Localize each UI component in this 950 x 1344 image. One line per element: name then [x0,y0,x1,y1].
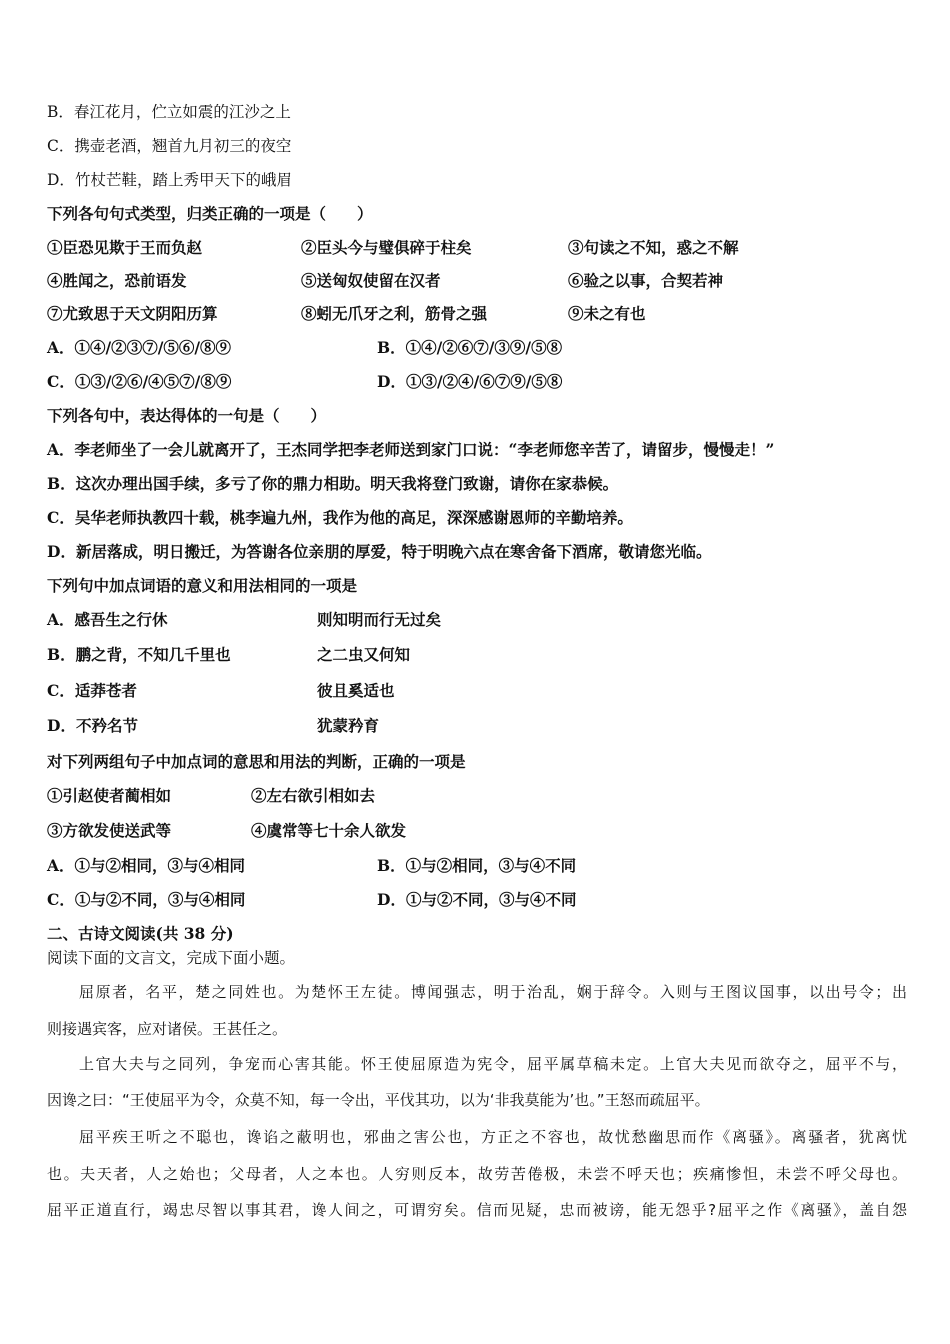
q1-item: ①臣恐见欺于王而负赵 [47,238,203,257]
option-label: D． [47,171,75,189]
q1-item: ⑤送匈奴使留在汉者 [301,271,441,290]
q1-item: ④胜闻之，恐前语发 [47,271,187,290]
q1-option-d: D．①③/②④/⑥⑦⑨/⑤⑧ [377,372,563,391]
q1-item: ⑨未之有也 [568,304,646,323]
q1-option-b: B．①④/②⑥⑦/③⑨/⑤⑧ [377,338,563,357]
q4-option-b: B．①与②相同，③与④不同 [377,856,577,875]
section-title: 二、古诗文阅读(共 38 分) [47,924,234,943]
q2-option-b: B．这次办理出国手续，多亏了你的鼎力相助。明天我将登门致谢，请你在家恭候。 [47,474,619,493]
q3-pair [47,716,907,736]
q3-right: 则知明而行无过矣 [317,610,442,629]
q4-option-c: C．①与②不同，③与④相同 [47,890,246,909]
q3-left: D．不矜名节 [47,716,138,735]
passage-line: 屈平疾王听之不聪也，谗谄之蔽明也，邪曲之害公也，方正之不容也，故忧愁幽思而作《离骚》。离骚者，犹离忧 [79,1128,907,1146]
q4-option-row [47,856,907,876]
q3-right: 彼且奚适也 [317,681,395,700]
passage-line: 则接遇宾客，应对诸侯。王甚任之。 [47,1020,288,1038]
q3-pair [47,610,907,630]
q1-item-row [47,271,907,291]
q1-item: ⑥验之以事，合契若神 [568,271,724,290]
q4-option-row [47,890,907,910]
option-label: B． [47,103,74,121]
q2-option-d: D．新居落成，明日搬迁，为答谢各位亲朋的厚爱，特于明晚六点在寒舍备下酒席，敬请您光临。 [47,542,712,561]
option-b-top [47,102,291,122]
q1-option-row [47,372,907,392]
q1-item-row [47,304,907,324]
option-text: 携壶老酒，翘首九月初三的夜空 [74,137,292,155]
q4-item-row [47,786,907,806]
q1-option-c: C．①③/②⑥/④⑤⑦/⑧⑨ [47,372,232,391]
q1-option-row [47,338,907,358]
q2-stem: 下列各句中，表达得体的一句是（ ） [47,406,327,425]
q4-option-d: D．①与②不同，③与④不同 [377,890,577,909]
option-label: C． [47,137,75,155]
q1-option-a: A．①④/②③⑦/⑤⑥/⑧⑨ [47,338,232,357]
q3-stem: 下列句中加点词语的意义和用法相同的一项是 [47,576,358,595]
option-d-top [47,170,292,190]
q2-option-a: A．李老师坐了一会儿就离开了，王杰同学把李老师送到家门口说：“李老师您辛苦了，请留步，慢慢走！” [47,440,775,459]
q4-stem: 对下列两组句子中加点词的意思和用法的判断，正确的一项是 [47,752,466,771]
section-instruction: 阅读下面的文言文，完成下面小题。 [47,949,296,967]
q1-stem: 下列各句句式类型，归类正确的一项是（ ） [47,204,373,223]
q1-item: ⑦尤致思于天文阴阳历算 [47,304,218,323]
option-text: 春江花月，伫立如震的江沙之上 [73,103,291,121]
q1-item: ②臣头今与璧俱碎于柱矣 [301,238,472,257]
q1-item-row [47,238,907,258]
q4-option-a: A．①与②相同，③与④相同 [47,856,246,875]
passage-line: 屈平正道直行，竭忠尽智以事其君，谗人间之，可谓穷矣。信而见疑，忠而被谤，能无怨乎?屈平之作《离骚》，盖自怨 [47,1201,907,1219]
q4-item: ①引赵使者蔺相如 [47,786,172,805]
passage-line: 上官大夫与之同列，争宠而心害其能。怀王使屈原造为宪令，屈平属草稿未定。上官大夫见而欲夺之，屈平不与， [79,1055,907,1073]
q3-left: C．适莽苍者 [47,681,137,700]
q4-item-row [47,821,907,841]
q3-right: 之二虫又何知 [317,645,411,664]
option-text: 竹杖芒鞋，踏上秀甲天下的峨眉 [74,171,292,189]
q3-right: 犹蒙矜育 [317,716,380,735]
q1-item: ③句读之不知，惑之不解 [568,238,739,257]
q4-item: ③方欲发使送武等 [47,821,172,840]
q4-item: ④虞常等七十余人欲发 [251,821,407,840]
q3-pair [47,645,907,665]
passage-line: 也。夫天者，人之始也；父母者，人之本也。人穷则反本，故劳苦倦极，未尝不呼天也；疾痛惨怛，未尝不呼父母也。 [47,1165,907,1183]
passage-line: 屈原者，名平，楚之同姓也。为楚怀王左徒。博闻强志，明于治乱，娴于辞令。入则与王图议国事，以出号令；出 [79,983,907,1001]
passage-line: 因谗之曰：“王使屈平为令，众莫不知，每一令出，平伐其功，以为‘非我莫能为’也。”王怒而疏屈平。 [47,1091,710,1109]
q3-left: A．感吾生之行休 [47,610,168,629]
q4-item: ②左右欲引相如去 [251,786,376,805]
q3-left: B．鹏之背，不知几千里也 [47,645,231,664]
q3-pair [47,681,907,701]
option-c-top [47,136,291,156]
q1-item: ⑧蚓无爪牙之利，筋骨之强 [301,304,488,323]
q2-option-c: C．吴华老师执教四十载，桃李遍九州，我作为他的高足，深深感谢恩师的辛勤培养。 [47,508,633,527]
